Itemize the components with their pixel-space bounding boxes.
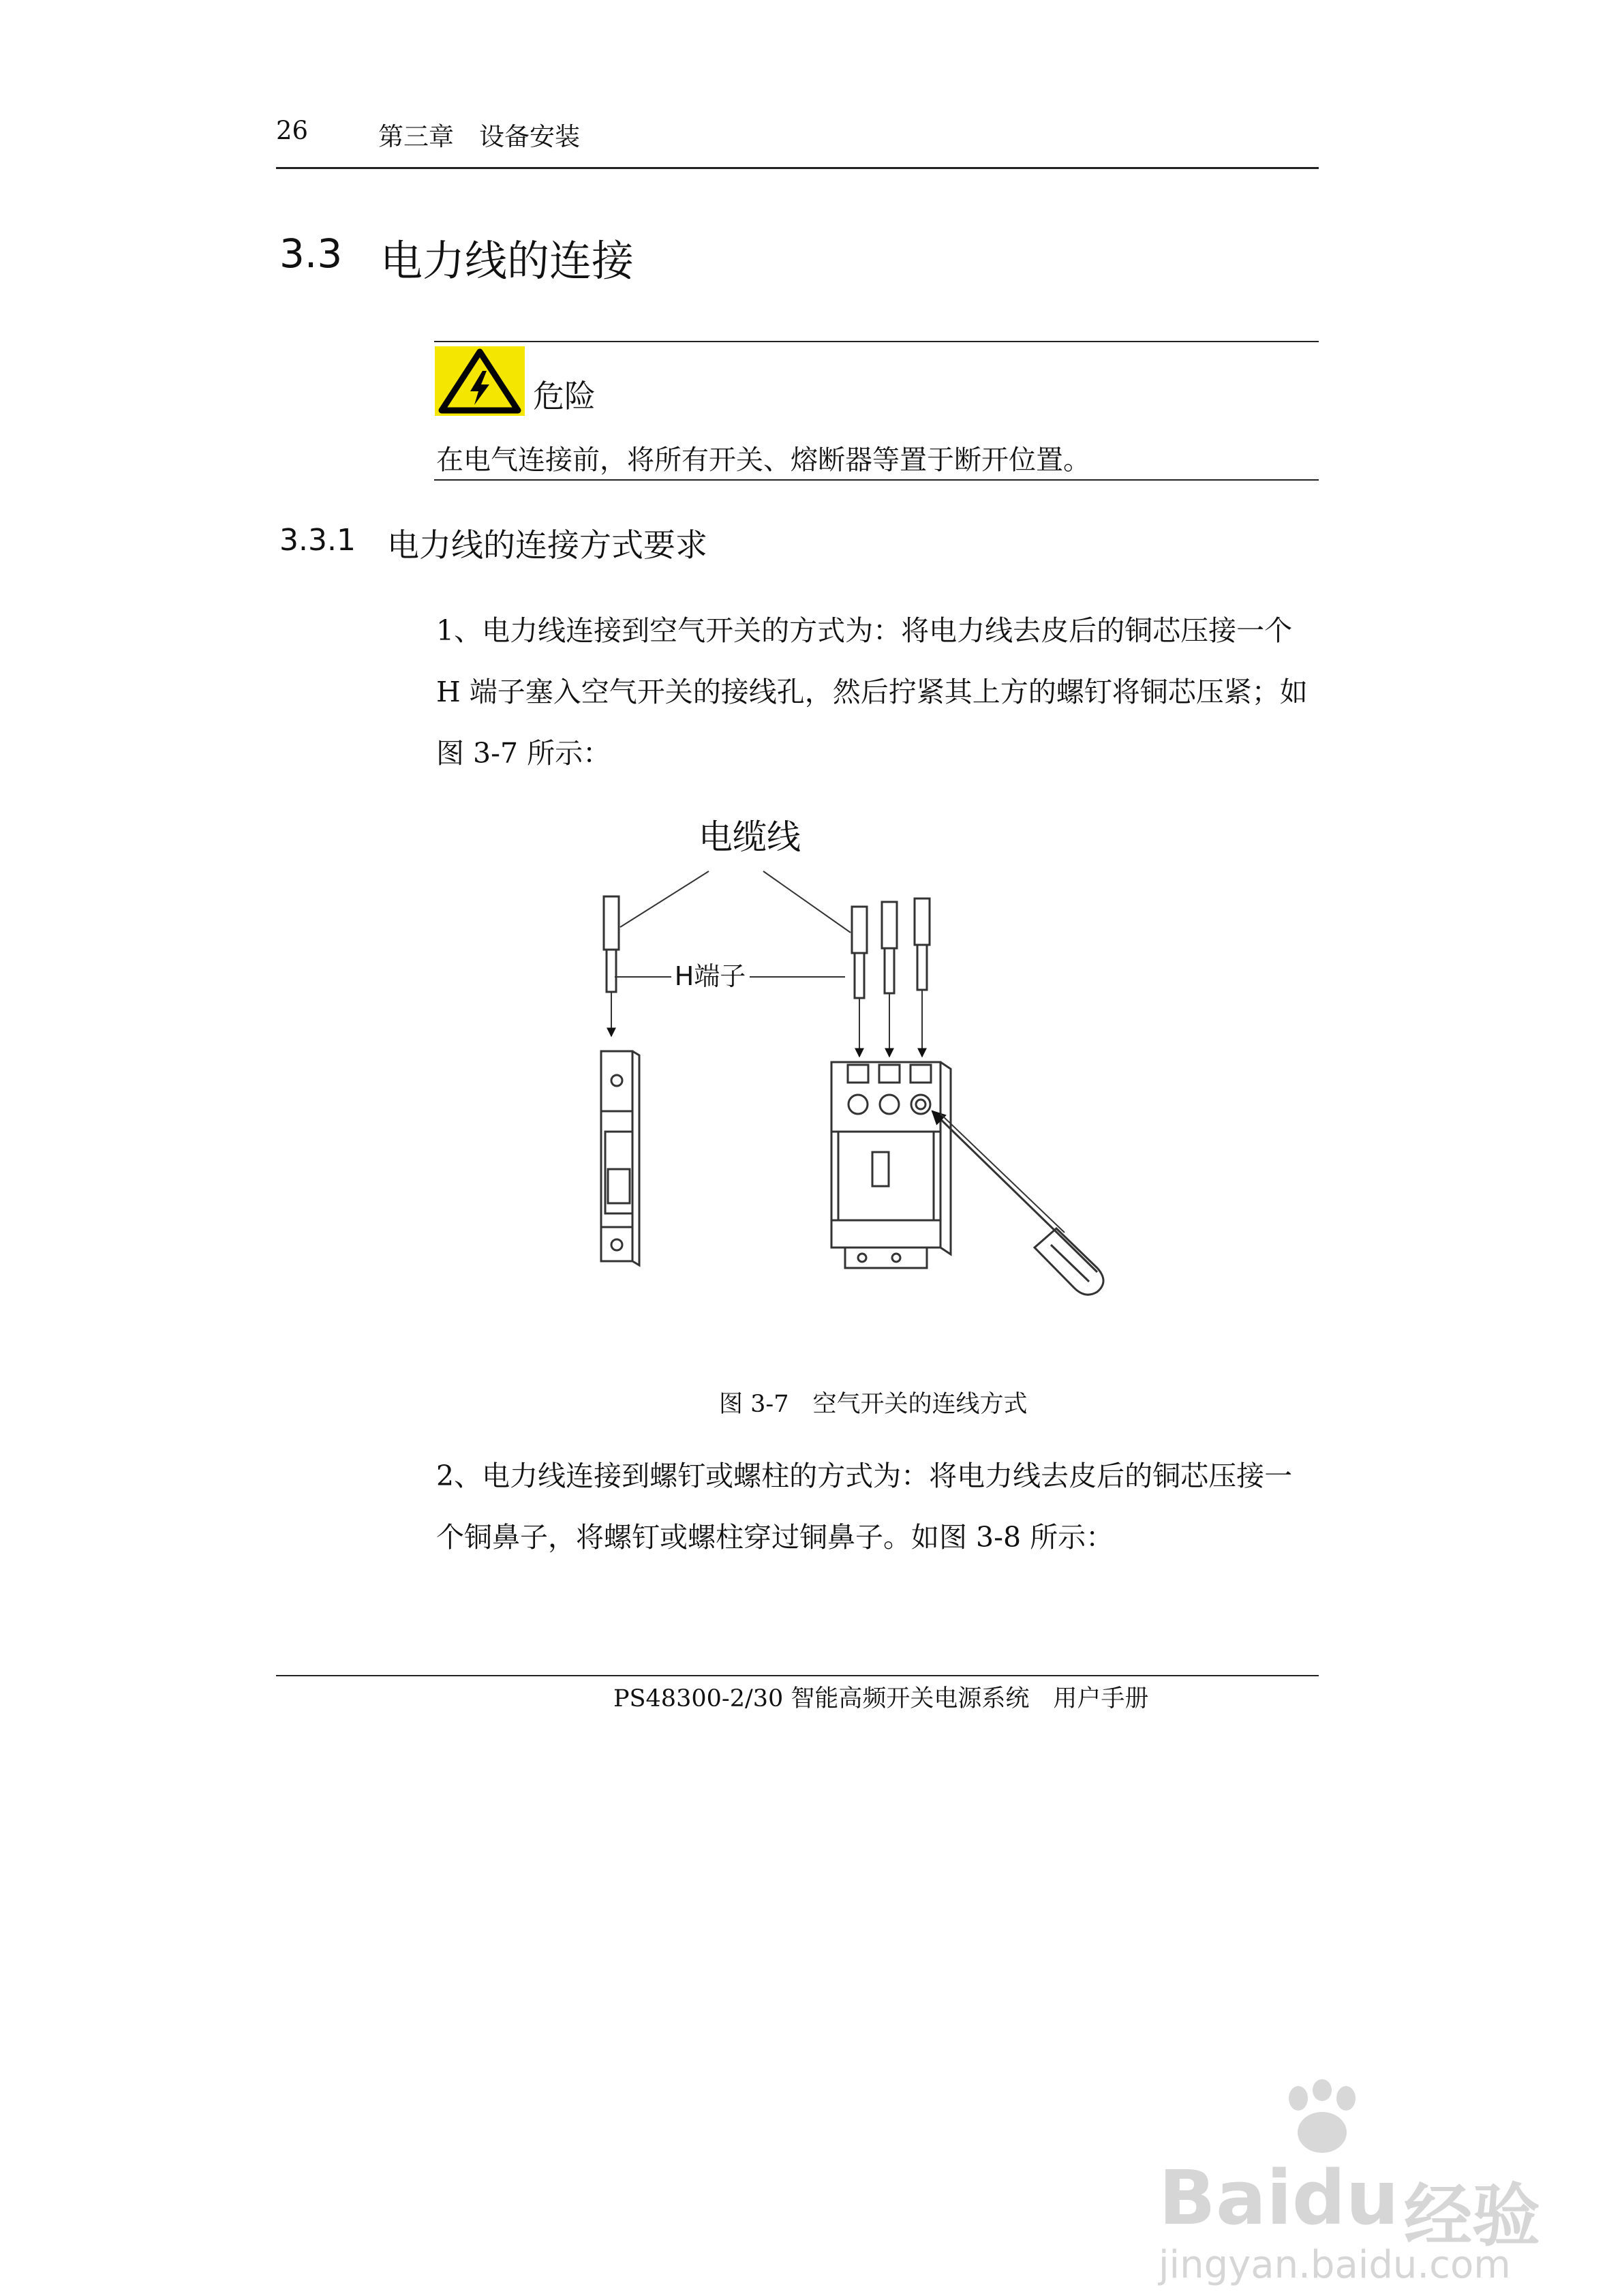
three-pole-breaker <box>831 1062 951 1268</box>
label-cable: 电缆线 <box>699 817 801 857</box>
chapter-title: 第三章 设备安装 <box>378 122 580 151</box>
warning-bottom-rule <box>434 479 1319 481</box>
page-number: 26 <box>276 116 309 145</box>
left-cable-terminal <box>604 896 619 1036</box>
label-h-terminal: H端子 <box>674 961 746 991</box>
cable-leader-right <box>763 871 851 933</box>
footer-rule <box>276 1675 1319 1676</box>
paragraph-1: 1、电力线连接到空气开关的方式为：将电力线去皮后的铜芯压接一个H 端子塞入空气开关的接线孔，然后拧紧其上方的螺钉将铜芯压紧；如图 3-7 所示： <box>436 614 1308 770</box>
section-number: 3.3 <box>279 230 343 277</box>
warning-text: 在电气连接前，将所有开关、熔断器等置于断开位置。 <box>436 444 1090 476</box>
single-pole-breaker <box>601 1051 639 1265</box>
subsection-number: 3.3.1 <box>279 523 356 558</box>
watermark-product: 经验 <box>1404 2176 1540 2256</box>
figure-air-switch-wiring <box>559 811 1186 1343</box>
watermark-paw-icon <box>1278 2079 1366 2161</box>
high-voltage-warning-icon <box>435 346 525 416</box>
subsection-title: 电力线的连接方式要求 <box>387 527 707 564</box>
screwdriver <box>932 1111 1103 1295</box>
paragraph-2: 2、电力线连接到螺钉或螺柱的方式为：将电力线去皮后的铜芯压接一个铜鼻子，将螺钉或螺柱穿过铜鼻子。如图 3-8 所示： <box>436 1460 1293 1554</box>
section-title: 电力线的连接 <box>380 236 634 286</box>
warning-label: 危险 <box>533 378 596 414</box>
watermark-brand: Baidu <box>1159 2154 1399 2241</box>
cable-leader-left <box>620 871 709 927</box>
watermark-url: jingyan.baidu.com <box>1159 2243 1511 2287</box>
header-rule <box>276 167 1319 169</box>
three-cable-terminals <box>852 898 930 1057</box>
footer-text: PS48300-2/30 智能高频开关电源系统 用户手册 <box>613 1685 1149 1712</box>
figure-caption: 图 3-7 空气开关的连线方式 <box>719 1391 1028 1418</box>
warning-top-rule <box>434 341 1319 342</box>
